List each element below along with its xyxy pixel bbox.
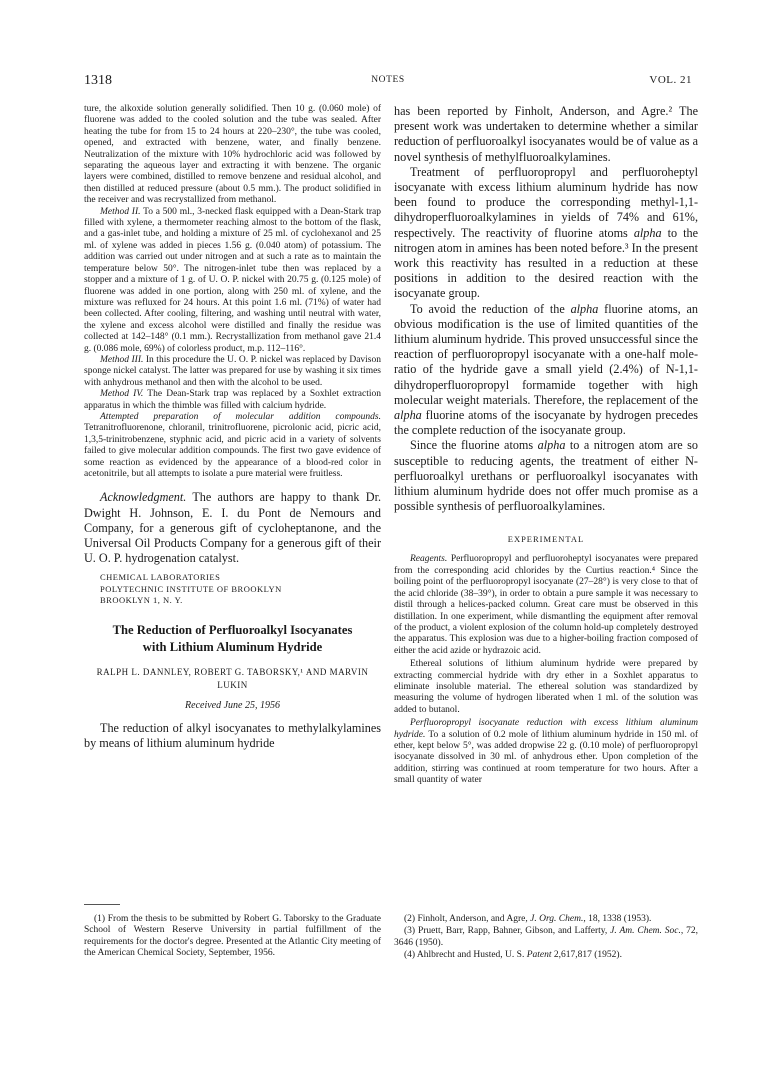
text-run: 2,617,817 (1952). [551, 950, 622, 961]
footnotes-right [394, 914, 698, 963]
alpha-term: alpha [633, 225, 662, 240]
right-paragraph-3 [394, 302, 698, 439]
method2-paragraph [84, 207, 381, 355]
footnote-3 [394, 926, 698, 949]
method1-continuation: ture, the alkoxide solution generally solidified. Then 10 g. (0.060 mole) of fluorene was added to the cooled solution and the tube was sealed. After heating the tube for from 15 to 24 hours at 220–230°, the tube was cooled, opened, and extracted with benzene, water, and finally benzene. Neutralization of the mixture with 10% hydrochloric acid was followed by separating the aqueous layer and extracting it with benzene. The organic layers were combined, distilled to remove benzene and residual alcohol, and then distilled at reduced pressure (about 0.5 mm.). The product solidified in the receiver and was recrystallized from methanol. [84, 104, 381, 206]
attempted-text: Tetranitrofluorenone, chloranil, trinitrofluorene, picrolonic acid, picric acid, 1,3,5-trinitrobenzene, styphnic acid, and picric acid in a variety of solvents failed to give molecular addition compounds. The first two gave evidence of some reaction as evidenced by the appearance of a blood-red color in acetonitrile, but all attempts to isolate a pure material were fruitless. [84, 423, 381, 479]
footnote-rule [84, 904, 120, 905]
attempted-label: Attempted preparation of molecular addition compounds. [100, 411, 381, 422]
text-run: to the nitrogen atom in amines has been noted before.³ In the present work this reactivity has resulted in a reduction at these positions in addition to the desired reaction with the isocyanate group. [394, 225, 698, 301]
method4-text: The Dean-Stark trap was replaced by a Soxhlet extraction apparatus in which the thimble was filled with calcium hydride. [84, 389, 381, 411]
journal-name: Patent [526, 950, 552, 961]
alpha-term: alpha [570, 301, 599, 316]
text-run: To avoid the reduction of the [410, 301, 571, 316]
text-run: (3) Pruett, Barr, Rapp, Bahner, Gibson, and Lafferty, [404, 926, 611, 937]
right-paragraph-1: has been reported by Finholt, Anderson, and Agre.² The present work was undertaken to determine whether a similar reduction of perfluoroalkyl isocyanates would be of value as a novel synthesis of methylfluoroalkylamines. [394, 104, 698, 164]
affiliation-line: CHEMICAL LABORATORIES [100, 572, 221, 583]
journal-name: J. Am. Chem. Soc. [610, 926, 681, 937]
text-run: , 72, 3646 (1950). [394, 926, 699, 948]
experimental-heading: EXPERIMENTAL [507, 534, 585, 545]
method4-paragraph [84, 389, 381, 412]
text-run: Since the fluorine atoms [410, 438, 538, 453]
text-run: , 18, 1338 (1953). [583, 914, 652, 924]
alpha-term: alpha [537, 438, 566, 453]
footnotes-left [84, 914, 381, 961]
attempted-paragraph [84, 412, 381, 480]
article-title-line: The Reduction of Perfluoroalkyl Isocyanates [112, 623, 353, 638]
method3-paragraph [84, 355, 381, 389]
footnote-4 [394, 950, 698, 961]
right-column [394, 104, 698, 787]
acknowledgment-paragraph [84, 490, 381, 566]
method4-label: Method IV. [100, 389, 144, 400]
running-head: NOTES [371, 75, 405, 85]
method3-text: In this procedure the U. O. P. nickel was replaced by Davison sponge nickel catalyst. The latter was prepared for use by washing it six times with anhydrous methanol and then with the alcohol to be used. [84, 354, 381, 388]
method2-text: To a 500 ml., 3-necked flask equipped with a Dean-Stark trap filled with xylene, a thermometer reaching almost to the bottom of the flask, and a gas-inlet tube, and holding a mixture of 25 ml. of cyclohexanol and 25 ml. of xylene was added in pieces 1.56 g. (0.040 atom) of potassium. The addition was carried out under nitrogen and at such a rate as to maintain the temperature below 50°. The nitrogen-inlet tube then was replaced by a stopper and a mixture of 1 g. of U. O. P. nickel with 20.75 g. (0.125 mole) of fluorene was added in one portion, along with 250 ml. of xylene, and the mixture was refluxed for 24 hours. At this point 1.6 ml. (71%) of water had been collected. After cooling, filtering, and washing until neutral with water, the xylene and excess alcohol were distilled and finally the residue was collected at 142–148° (0.1 mm.). Recrystallization from methanol gave 21.4 g. (0.086 mole, 69%) of colorless product, m.p. 112–116°. [84, 206, 381, 354]
text-run: Treatment of perfluoropropyl and perfluoroheptyl isocyanate with excess lithium aluminum hydride has now been found to produce the corresponding methyl-1,1-dihydroperfluoroalkylamines in yields of 74% and 61%, respectively. The reactivity of fluorine atoms [394, 164, 698, 240]
right-paragraph-2 [394, 165, 698, 302]
method2-label: Method II. [100, 206, 141, 217]
reduction-text: To a solution of 0.2 mole of lithium aluminum hydride in 150 ml. of ether, kept below 5°, was added dropwise 22 g. (0.10 mole) of perfluoropropyl isocyanate dissolved in 30 ml. of anhydrous ether. Upon completion of the addition, stirring was continued at room temperature for two hours. After a small quantity of water [394, 729, 698, 786]
text-run: to a nitrogen atom are so susceptible to reducing agents, the treatment of either N-perfluoroalkyl urethans or perfluoroalkyl isocyanates with lithium aluminum hydride does not offer much promise as a possible synthesis of perfluoroalkylamines. [394, 438, 698, 514]
article-title-line: with Lithium Aluminum Hydride [142, 640, 323, 655]
volume-label: VOL. 21 [649, 74, 692, 86]
page-header [84, 73, 692, 91]
reagents-paragraph [394, 554, 698, 657]
affiliation-line: BROOKLYN 1, N. Y. [100, 594, 183, 605]
footnote-2 [394, 914, 698, 925]
alpha-term: alpha [394, 408, 422, 423]
ethereal-paragraph: Ethereal solutions of lithium aluminum hydride were prepared by extracting commercial hydride with dry ether in a Soxhlet apparatus to eliminate insoluble material. The ethereal solution was standardized by measuring the volume of hydrogen liberated when 1 ml. of the solution was added to butanol. [394, 659, 698, 715]
reagents-label: Reagents. [410, 554, 448, 565]
intro-paragraph: The reduction of alkyl isocyanates to methylalkylamines by means of lithium aluminum hydride [84, 721, 381, 751]
footnote-1: (1) From the thesis to be submitted by Robert G. Taborsky to the Graduate School of Western Reserve University in partial fulfillment of the requirements for the doctor's degree. Presented at the Atlantic City meeting of the American Chemical Society, September, 1956. [84, 914, 381, 959]
affiliation-block [84, 572, 381, 606]
article-authors [84, 666, 381, 692]
text-run: fluorine atoms of the isocyanate by hydrogen precedes the complete reduction of the isocyanate group. [394, 408, 698, 438]
page-number: 1318 [84, 73, 112, 88]
text-run: (4) Ahlbrecht and Husted, U. S. [404, 950, 527, 961]
affiliation-line: POLYTECHNIC INSTITUTE OF BROOKLYN [100, 583, 282, 594]
reduction-paragraph [394, 718, 698, 786]
reagents-text: Perfluoropropyl and perfluoroheptyl isocyanates were prepared from the corresponding acid chlorides by the Curtius reaction.⁴ Since the boiling point of the perfluoropropyl isocyanate (27–28°) is very close to that of the acid chloride (38–39°), in order to obtain a pure sample it was necessary to distil through a helices-packed column. Great care must be observed in this distillation. In one experiment, while dismantling the equipment after removal of the product, a violent explosion of the column hold-up completely destroyed the apparatus. This explosion was due to a higher-boiling fraction composed of either the acid azide or hydrazoic acid. [394, 554, 698, 656]
text-run: (2) Finholt, Anderson, and Agre, [404, 914, 531, 924]
acknowledgment-text: The authors are happy to thank Dr. Dwight H. Johnson, E. I. du Pont de Nemours and Company, for a generous gift of cycloheptanone, and the Universal Oil Products Company for a generous gift of their U. O. P. hydrogenation catalyst. [84, 490, 381, 566]
right-paragraph-4 [394, 438, 698, 514]
authors-line: RALPH L. DANNLEY, ROBERT G. TABORSKY,¹ AND MARVIN [96, 667, 369, 678]
journal-name: J. Org. Chem. [530, 914, 584, 924]
method3-label: Method III. [100, 354, 144, 365]
text-run: fluorine atoms, an obvious modification is the use of limited quantities of the lithium aluminum hydride. This proved unsuccessful since the reaction of perfluoropropyl isocyanate with a one-half mole-ratio of the hydride gave a small yield (2.4%) of N-1,1-dihydroperfluoropropyl formamide together with high molecular weight materials. Therefore, the replacement of the [394, 301, 698, 407]
acknowledgment-label: Acknowledgment. [100, 490, 187, 505]
received-date: Received June 25, 1956 [185, 700, 280, 712]
authors-line: LUKIN [217, 680, 248, 691]
left-column [84, 104, 381, 751]
reduction-label: Perfluoropropyl isocyanate reduction with excess lithium aluminum hydride. [394, 718, 698, 740]
article-title [84, 622, 381, 656]
